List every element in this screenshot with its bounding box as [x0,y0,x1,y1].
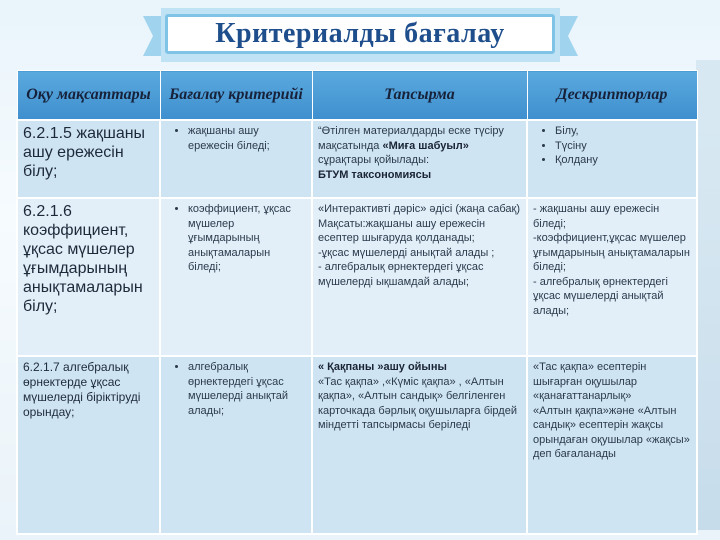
task-text: “Өтілген материалдарды еске түсіру мақсатында [318,125,504,152]
task-cell [312,120,527,198]
descriptor-item: «Тас қақпа» есептерін шығарған оқушылар «қанағаттанарлық» [533,361,647,402]
task-line: -ұқсас мүшелерді анықтай алады ; [318,246,495,259]
descriptor-item: • Қолдану [555,153,691,168]
task-line: - алгебралық өрнектердегі ұқсас мүшелерді ықшамдай алады; [318,261,484,288]
task-bold-text: БТУМ таксономиясы [318,168,432,181]
descriptor-item: • Білу, [555,124,691,139]
task-line: Мақсаты:жақшаны ашу ережесін есептер шығаруда қолданады; [318,217,486,244]
descriptor-item: - жақшаны ашу ережесін біледі; [533,203,660,230]
descriptor-item: • Түсіну [555,139,691,154]
objective-cell: 6.2.1.6 коэффициент, ұқсас мүшелер ұғымдарының анықтамаларын білу; [17,198,160,356]
descriptor-cell [527,120,697,198]
criteria-item: • алгебралық өрнектердегі ұқсас мүшелерді анықтай алады; [188,360,306,418]
table-row [17,120,697,198]
task-heading: « Қақпаны »ашу ойыны [318,361,447,373]
table-header-row [17,71,697,121]
table-row [17,356,697,534]
header-task: Тапсырма [312,71,527,121]
descriptor-cell [527,198,697,356]
task-cell [312,356,527,534]
criteria-item: • жақшаны ашу ережесін біледі; [188,124,306,153]
table-row [17,198,697,356]
header-objectives: Оқу мақсаттары [17,71,160,121]
task-line: «Интерактивті дәріс» әдісі (жаңа сабақ) [318,203,521,215]
task-line: «Тас қақпа» ,«Күміс қақпа» , «Алтын қақпа», «Алтын сандық» белгіленген карточкада бәрлық оқушыларға бірдей міндетті тапсырмасы беріледі [318,375,517,431]
criteria-cell [160,356,312,534]
descriptor-cell [527,356,697,534]
objective-cell: 6.2.1.5 жақшаны ашу ережесін білу; [17,120,160,198]
descriptor-item: - алгебралық өрнектердегі ұқсас мүшелерді анықтай алады; [533,275,669,317]
page-title: Критериалды бағалау [165,14,555,54]
criteria-cell [160,198,312,356]
descriptor-item: «Алтын қақпа»және «Алтын сандық» есептерін жақсы орындаған оқушылар «жақсы» деп бағаланады [533,404,690,460]
header-criteria: Бағалау критерийі [160,71,312,121]
task-cell [312,198,527,356]
task-bold-text: «Миға шабуыл» [382,139,469,152]
criteria-cell [160,120,312,198]
descriptor-item: -коэффициент,ұқсас мүшелер ұғымдарының анықтамаларын біледі; [533,232,690,273]
objective-cell: 6.2.1.7 алгебралық өрнектерде ұқсас мүшелерді біріктіруді орындау; [17,356,160,534]
criteria-item: • коэффициент, ұқсас мүшелер ұғымдарының анықтамаларын біледі; [188,202,306,275]
decorative-side-panel [696,60,720,530]
criteria-table [16,70,698,535]
task-text: сұрақтары қойылады: [318,154,430,166]
header-descriptors: Дескрипторлар [527,71,697,121]
